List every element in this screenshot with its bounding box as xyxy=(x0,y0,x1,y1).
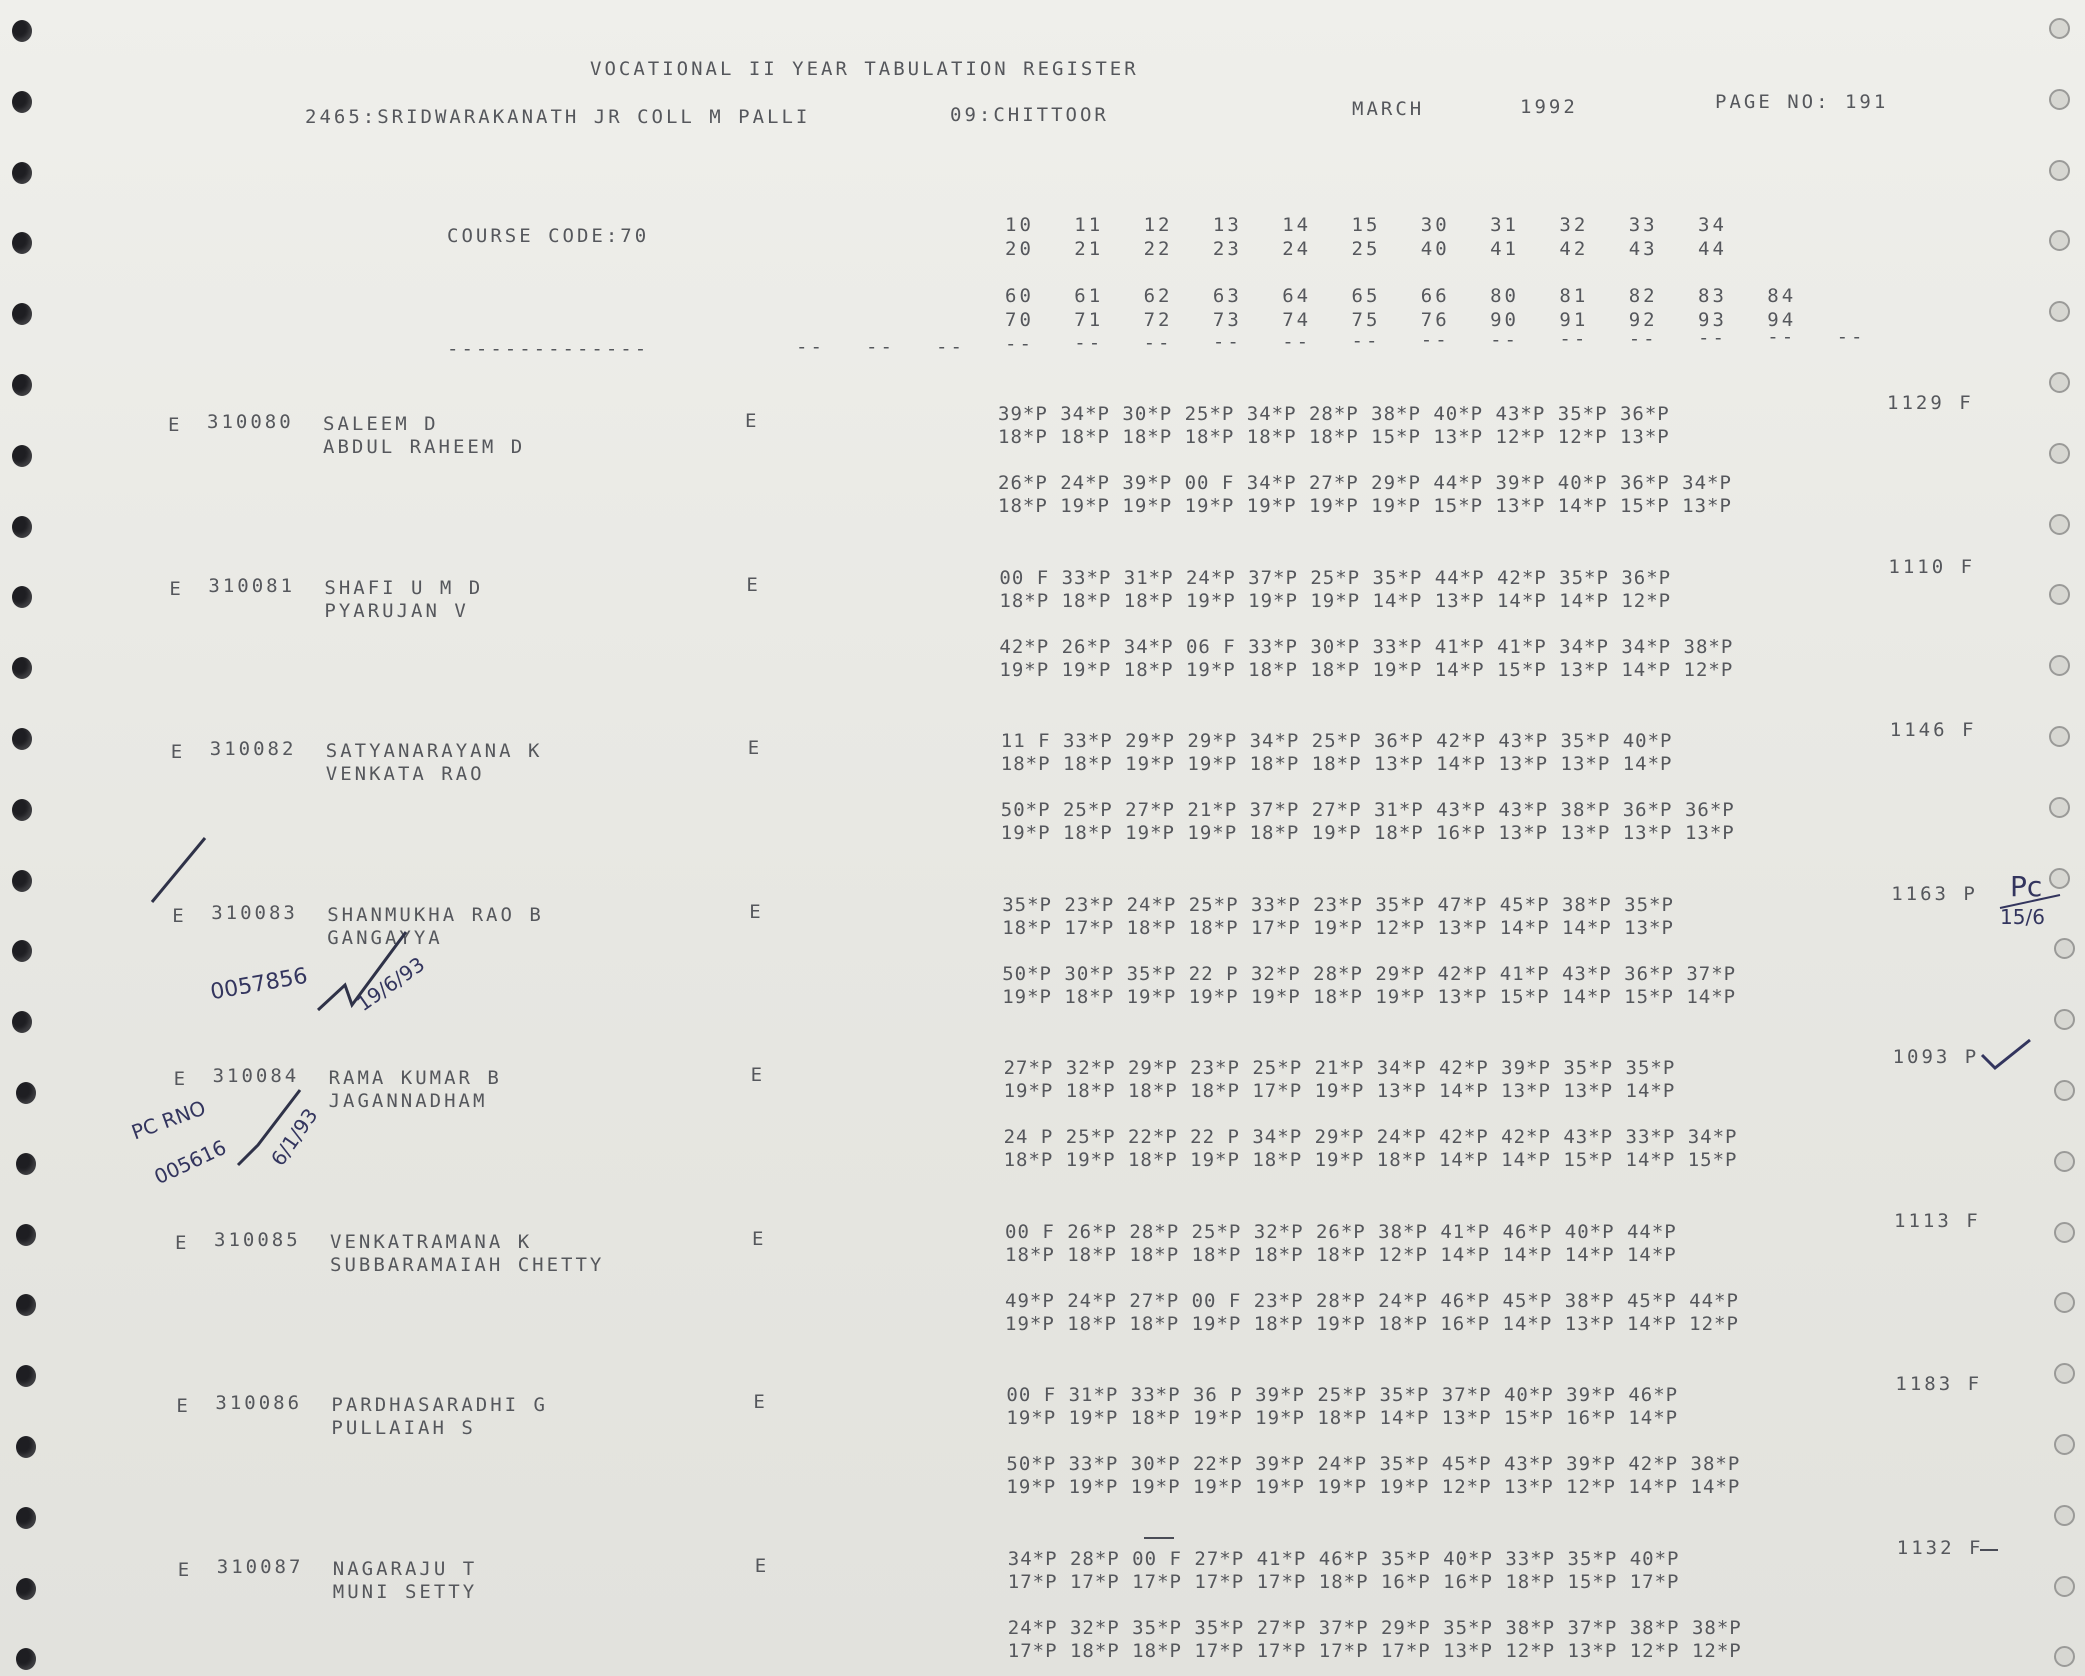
subject-code: 42 xyxy=(1559,238,1589,260)
rule-dash: -- xyxy=(1490,328,1519,351)
subject-code: 94 xyxy=(1767,309,1797,331)
rule-dash: -- xyxy=(1698,327,1727,349)
parent-name: VENKATA RAO xyxy=(325,763,485,785)
rule-dash: -- xyxy=(1212,331,1242,354)
rule-dash: -- xyxy=(1005,333,1034,355)
subject-code: 61 xyxy=(1074,285,1104,307)
handwritten-signature-date: 6/1/93 xyxy=(265,1103,323,1171)
marks-line: 42*P 26*P 34*P 06 F 33*P 30*P 33*P 41*P 41*P 34*P 34*P 38*P xyxy=(999,635,1734,658)
handwritten-signature-date: 19/6/93 xyxy=(352,952,430,1016)
marks-line: 18*P 18*P 18*P 18*P 18*P 18*P 12*P 14*P 14*P 14*P 14*P xyxy=(1005,1243,1677,1266)
subject-code: 83 xyxy=(1698,285,1727,307)
subject-code: 62 xyxy=(1143,285,1173,307)
marks-line: 18*P 17*P 18*P 18*P 17*P 19*P 12*P 13*P 14*P 14*P 13*P xyxy=(1002,916,1674,939)
marks-line: 18*P 18*P 18*P 18*P 18*P 18*P 15*P 13*P 12*P 12*P 13*P xyxy=(998,426,1670,448)
roll-number: 310087 xyxy=(216,1555,304,1578)
student-name: NAGARAJU T xyxy=(332,1557,478,1580)
rule-dash: -- xyxy=(1074,332,1104,355)
subject-code: 92 xyxy=(1628,309,1658,331)
category-code: E xyxy=(169,577,184,600)
subject-code: 64 xyxy=(1282,285,1312,307)
rule-dash: -- xyxy=(1351,330,1381,352)
marks-line: 18*P 18*P 19*P 19*P 18*P 18*P 13*P 14*P 13*P 13*P 14*P xyxy=(1000,753,1673,775)
register-title: VOCATIONAL II YEAR TABULATION REGISTER xyxy=(590,58,1139,80)
rule-dash: -- xyxy=(936,336,965,358)
subject-code: 14 xyxy=(1282,214,1312,236)
roll-number: 310082 xyxy=(209,738,297,760)
marks-line: 19*P 19*P 19*P 19*P 19*P 19*P 19*P 12*P 13*P 12*P 14*P 14*P xyxy=(1006,1476,1741,1498)
subject-code: 65 xyxy=(1351,285,1381,307)
marks-line: 17*P 17*P 17*P 17*P 17*P 18*P 16*P 16*P 18*P 15*P 17*P xyxy=(1007,1570,1680,1593)
total-result: 1132 F xyxy=(1896,1536,1984,1559)
total-result: 1093 P xyxy=(1892,1046,1980,1068)
rule-dash: -- xyxy=(866,336,895,358)
roll-number: 310086 xyxy=(215,1392,303,1414)
marks-line: 11 F 33*P 29*P 29*P 34*P 25*P 36*P 42*P 43*P 35*P 40*P xyxy=(1000,730,1673,752)
parent-name: GANGAYYA xyxy=(327,926,443,949)
parent-name: SUBBARAMAIAH CHETTY xyxy=(330,1253,605,1276)
roll-number: 310080 xyxy=(207,411,294,433)
subject-code: 21 xyxy=(1074,238,1104,260)
marks-line: 50*P 25*P 27*P 21*P 37*P 27*P 31*P 43*P 43*P 38*P 36*P 36*P xyxy=(1000,799,1735,821)
handwritten-receipt-number: 005616 xyxy=(150,1134,230,1190)
student-name: RAMA KUMAR B xyxy=(328,1067,502,1089)
medium-code: E xyxy=(747,737,763,759)
subject-code: 74 xyxy=(1282,309,1312,331)
total-result: 1110 F xyxy=(1888,555,1976,578)
marks-line: 17*P 18*P 18*P 17*P 17*P 17*P 17*P 13*P 12*P 13*P 12*P 12*P xyxy=(1007,1639,1742,1662)
roll-number: 310083 xyxy=(211,901,298,924)
marks-line: 18*P 18*P 18*P 19*P 19*P 19*P 14*P 13*P 14*P 14*P 12*P xyxy=(999,589,1672,612)
subject-code: 32 xyxy=(1559,214,1589,236)
subject-code: 30 xyxy=(1420,214,1450,236)
subject-code: 10 xyxy=(1005,214,1034,236)
page-number: PAGE NO: 191 xyxy=(1715,91,1889,113)
marks-line: 18*P 19*P 19*P 19*P 19*P 19*P 19*P 15*P 13*P 14*P 15*P 13*P xyxy=(998,495,1732,517)
marks-line: 19*P 18*P 19*P 19*P 19*P 18*P 19*P 13*P 15*P 14*P 15*P 14*P xyxy=(1002,985,1737,1008)
exam-month: MARCH xyxy=(1352,98,1425,120)
exam-year: 1992 xyxy=(1520,96,1578,118)
subject-code: 90 xyxy=(1490,309,1519,331)
subject-code: 93 xyxy=(1698,309,1727,331)
category-code: E xyxy=(168,414,183,436)
rule-dash: -- xyxy=(1282,330,1312,353)
parent-name: PYARUJAN V xyxy=(324,599,469,622)
student-name: VENKATRAMANA K xyxy=(330,1230,533,1253)
parent-name: JAGANNADHAM xyxy=(328,1090,488,1112)
subject-code: 91 xyxy=(1559,309,1589,331)
marks-line: 19*P 18*P 19*P 19*P 18*P 19*P 18*P 16*P 13*P 13*P 13*P 13*P xyxy=(1000,822,1735,844)
subject-code: 75 xyxy=(1351,309,1381,331)
marks-line: 34*P 28*P 00 F 27*P 41*P 46*P 35*P 40*P 33*P 35*P 40*P xyxy=(1007,1547,1680,1570)
marks-line: 35*P 23*P 24*P 25*P 33*P 23*P 35*P 47*P 45*P 38*P 35*P xyxy=(1002,893,1674,916)
marks-line: 19*P 19*P 18*P 19*P 19*P 18*P 14*P 13*P 15*P 16*P 14*P xyxy=(1006,1407,1679,1429)
marks-line: 24*P 32*P 35*P 35*P 27*P 37*P 29*P 35*P 38*P 37*P 38*P 38*P xyxy=(1007,1616,1742,1639)
total-result: 1163 P xyxy=(1891,882,1978,905)
subject-code: 22 xyxy=(1143,238,1173,260)
marks-line: 26*P 24*P 39*P 00 F 34*P 27*P 29*P 44*P 39*P 40*P 36*P 34*P xyxy=(998,472,1732,494)
category-code: E xyxy=(172,904,187,927)
parent-name: PULLAIAH S xyxy=(331,1417,476,1439)
total-result: 1129 F xyxy=(1887,392,1974,414)
header-rule: -------------- xyxy=(447,338,650,360)
subject-code: 44 xyxy=(1698,238,1727,260)
medium-code: E xyxy=(754,1554,770,1577)
medium-code: E xyxy=(749,900,764,923)
marks-line: 19*P 18*P 18*P 18*P 17*P 19*P 13*P 14*P 13*P 13*P 14*P xyxy=(1003,1080,1676,1102)
marks-line: 39*P 34*P 30*P 25*P 34*P 28*P 38*P 40*P 43*P 35*P 36*P xyxy=(998,403,1670,425)
rule-dash: -- xyxy=(1628,327,1658,350)
subject-code: 70 xyxy=(1005,309,1034,331)
medium-code: E xyxy=(753,1391,768,1413)
handwritten-receipt-number: 0057856 xyxy=(208,963,310,1006)
marks-line: 19*P 18*P 18*P 19*P 18*P 19*P 18*P 16*P 14*P 13*P 14*P 12*P xyxy=(1005,1312,1739,1335)
roll-number: 310081 xyxy=(208,574,296,597)
student-name: SATYANARAYANA K xyxy=(325,740,543,762)
student-name: SHAFI U M D xyxy=(324,576,484,599)
subject-code: 11 xyxy=(1074,214,1104,236)
category-code: E xyxy=(173,1068,189,1090)
category-code: E xyxy=(175,1231,190,1254)
subject-code: 23 xyxy=(1212,238,1242,260)
subject-code: 13 xyxy=(1212,214,1242,236)
handwritten-pc-label: PC RNO xyxy=(128,1095,209,1145)
category-code: E xyxy=(170,741,186,763)
parent-name: MUNI SETTY xyxy=(332,1580,478,1603)
marks-line: 00 F 33*P 31*P 24*P 37*P 25*P 35*P 44*P 42*P 35*P 36*P xyxy=(999,566,1672,589)
marks-line: 19*P 19*P 18*P 19*P 18*P 18*P 19*P 14*P 15*P 13*P 14*P 12*P xyxy=(999,658,1734,681)
subject-code: 12 xyxy=(1143,214,1173,236)
rule-dash: -- xyxy=(796,336,825,358)
total-result: 1113 F xyxy=(1894,1209,1981,1232)
category-code: E xyxy=(176,1395,191,1417)
subject-code: 43 xyxy=(1628,238,1658,260)
rule-dash: -- xyxy=(1836,325,1866,348)
subject-code: 80 xyxy=(1490,285,1519,307)
subject-code: 81 xyxy=(1559,285,1589,307)
marks-line: 18*P 19*P 18*P 19*P 18*P 19*P 18*P 14*P 14*P 15*P 14*P 15*P xyxy=(1003,1149,1738,1171)
subject-code: 72 xyxy=(1143,309,1173,331)
student-name: SALEEM D xyxy=(323,413,439,435)
handwritten-date: 15/6 xyxy=(2000,905,2045,929)
rule-dash: -- xyxy=(1420,329,1450,352)
subject-code: 20 xyxy=(1005,238,1034,260)
marks-line: 00 F 26*P 28*P 25*P 32*P 26*P 38*P 41*P 46*P 40*P 44*P xyxy=(1005,1220,1677,1243)
roll-number: 310084 xyxy=(212,1065,300,1087)
parent-name: ABDUL RAHEEM D xyxy=(323,436,526,458)
student-name: PARDHASARADHI G xyxy=(331,1394,548,1416)
category-code: E xyxy=(177,1558,193,1581)
marks-line: 50*P 33*P 30*P 22*P 39*P 24*P 35*P 45*P 43*P 39*P 42*P 38*P xyxy=(1006,1453,1741,1475)
rule-dash: -- xyxy=(1143,331,1173,354)
subject-code: 40 xyxy=(1420,238,1450,260)
subject-code: 41 xyxy=(1490,238,1519,260)
marks-line: 27*P 32*P 29*P 23*P 25*P 21*P 34*P 42*P 39*P 35*P 35*P xyxy=(1003,1057,1676,1079)
marks-line: 24 P 25*P 22*P 22 P 34*P 29*P 24*P 42*P 42*P 43*P 33*P 34*P xyxy=(1003,1126,1738,1148)
rule-dash: -- xyxy=(1559,328,1589,351)
subject-code: 63 xyxy=(1212,285,1242,307)
subject-code: 31 xyxy=(1490,214,1519,236)
handwritten-pc-mark: Pc xyxy=(2010,870,2043,903)
subject-code: 34 xyxy=(1698,214,1727,236)
roll-number: 310085 xyxy=(214,1228,301,1251)
subject-code: 76 xyxy=(1420,309,1450,331)
subject-code: 66 xyxy=(1420,285,1450,307)
medium-code: E xyxy=(750,1064,766,1086)
subject-code: 73 xyxy=(1212,309,1242,331)
total-result: 1146 F xyxy=(1889,719,1977,741)
subject-code: 60 xyxy=(1005,285,1034,307)
rule-dash: -- xyxy=(1767,326,1797,349)
marks-line: 50*P 30*P 35*P 22 P 32*P 28*P 29*P 42*P 41*P 43*P 36*P 37*P xyxy=(1002,962,1737,985)
medium-code: E xyxy=(746,573,761,596)
subject-code: 15 xyxy=(1351,214,1381,236)
marks-line: 00 F 31*P 33*P 36 P 39*P 25*P 35*P 37*P 40*P 39*P 46*P xyxy=(1006,1384,1679,1406)
subject-code: 84 xyxy=(1767,285,1797,307)
college-name: 2465:SRIDWARAKANATH JR COLL M PALLI xyxy=(305,106,811,128)
subject-code: 82 xyxy=(1628,285,1658,307)
subject-code: 33 xyxy=(1628,214,1658,236)
total-result: 1183 F xyxy=(1895,1373,1983,1395)
district-name: 09:CHITTOOR xyxy=(950,104,1109,126)
course-code: COURSE CODE:70 xyxy=(447,225,650,247)
student-name: SHANMUKHA RAO B xyxy=(327,903,544,926)
medium-code: E xyxy=(752,1227,767,1250)
marks-line: 49*P 24*P 27*P 00 F 23*P 28*P 24*P 46*P 45*P 38*P 45*P 44*P xyxy=(1005,1289,1739,1312)
medium-code: E xyxy=(745,410,760,432)
subject-code: 24 xyxy=(1282,238,1312,260)
subject-code: 25 xyxy=(1351,238,1381,260)
subject-code: 71 xyxy=(1074,309,1104,331)
